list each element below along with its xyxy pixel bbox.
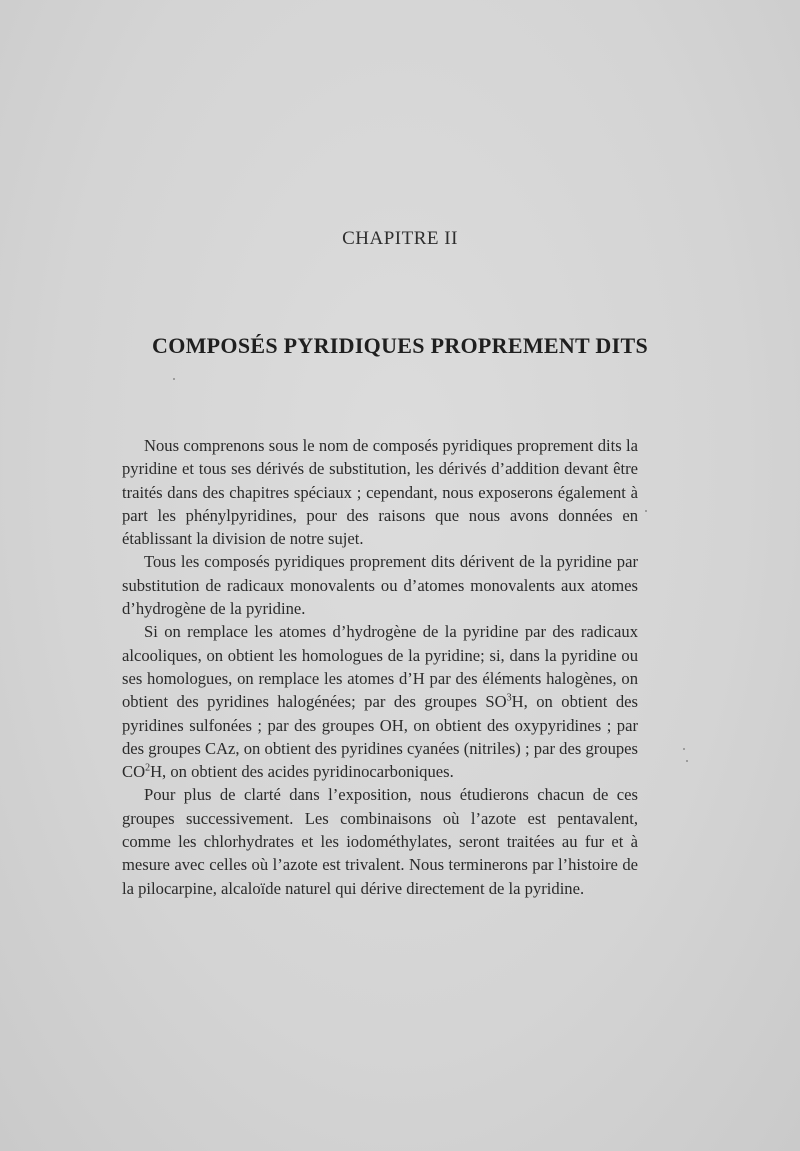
paragraph-text: Tous les composés pyridiques proprement dits dérivent de la pyridine par substitution de radicaux monovalents ou d’atomes monovalents aux atomes d’hydrogène de la pyridine. bbox=[122, 552, 638, 619]
paragraph-text: Si on remplace les atomes d’hydrogène de la pyridine par des radicaux alcooliques, on obtient les homologues de la pyridine; si, dans la pyridine ou ses homologues, on remplace les atomes d’H par des éléments halogènes, on obtient des pyridines halogénées; par des groupes SO bbox=[122, 622, 638, 712]
scan-speck bbox=[686, 760, 688, 762]
subscript-number: 2 bbox=[145, 762, 151, 774]
scan-speck bbox=[173, 378, 175, 380]
chapter-body bbox=[122, 434, 638, 900]
scan-speck bbox=[645, 510, 647, 512]
scan-speck bbox=[683, 748, 685, 750]
paragraph-text: H, on obtient des pyridines sulfonées ; par des groupes OH, on obtient des oxypyridines ; par des groupes CAz, on obtient des pyridines cyanées (nitriles) ; par des groupes CO bbox=[122, 692, 638, 782]
subscript-number: 3 bbox=[506, 692, 512, 704]
chapter-label: CHAPITRE II bbox=[342, 228, 458, 249]
paragraph bbox=[122, 434, 638, 550]
paragraph-text: H, on obtient des acides pyridinocarboniques. bbox=[150, 762, 454, 782]
chapter-title: COMPOSÉS PYRIDIQUES PROPREMENT DITS bbox=[152, 333, 648, 358]
paragraph-text: Nous comprenons sous le nom de composés pyridiques proprement dits la pyridine et tous ses dérivés de substitution, les dérivés d’addition devant être traités dans des chapitres spéciaux ; cependant, nous exposerons également à part les phénylpyridines, pour des raisons que nous avons données en établissant la division de notre sujet. bbox=[122, 436, 638, 549]
paragraph bbox=[122, 620, 638, 783]
paragraph-text: Pour plus de clarté dans l’exposition, nous étudierons chacun de ces groupes successivement. Les combinaisons où l’azote est pentavalent, comme les chlorhydrates et les iodométhylates, seront traitées au fur et à mesure avec celles où l’azote est trivalent. Nous terminerons par l’histoire de la pilocarpine, alcaloïde naturel qui dérive directement de la pyridine. bbox=[122, 785, 638, 898]
paragraph bbox=[122, 783, 638, 899]
paragraph bbox=[122, 550, 638, 620]
